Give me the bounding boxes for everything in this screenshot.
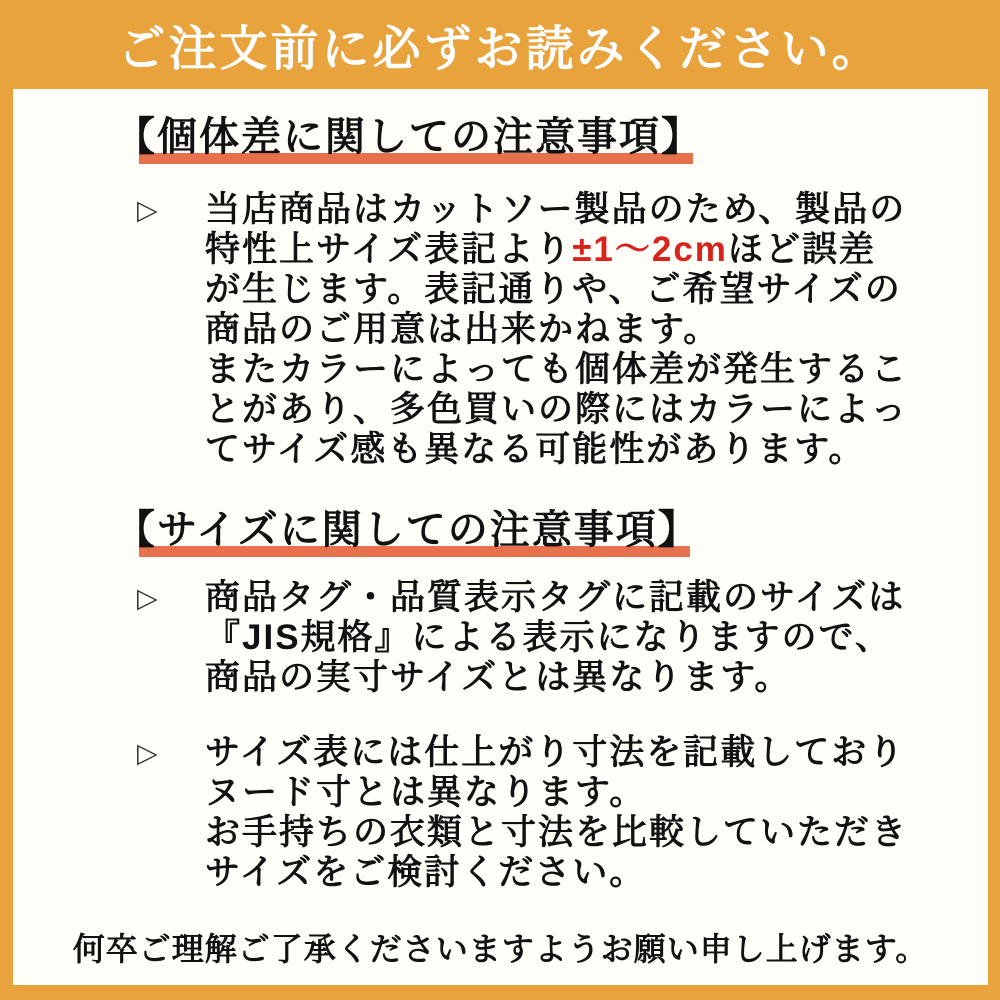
triangle-bullet-icon: ▷: [137, 195, 158, 225]
notice-bullet-tag-size: [13, 578, 988, 698]
notice-line: 当店商品はカットソー製品のため、製品の: [205, 190, 907, 229]
notice-line-suffix: ほど誤差: [727, 230, 876, 269]
notice-line: お手持ちの衣類と寸法を比較していただき: [205, 813, 909, 852]
notice-content: [13, 89, 988, 985]
notice-line: 商品タグ・品質表示タグに記載のサイズは: [205, 578, 906, 617]
notice-line: てサイズ感も異なる可能性があります。: [205, 430, 866, 469]
notice-line: 『JIS規格』による表示になりますので、: [205, 618, 892, 657]
poster-title: ご注文前に必ずお読みください。: [117, 23, 883, 76]
top-banner: [0, 0, 1000, 89]
notice-bullet-measurement: [13, 733, 988, 893]
notice-line: 商品の実寸サイズとは異なります。: [205, 658, 792, 697]
size-tolerance-highlight: ±1〜2cm: [572, 230, 728, 269]
bullet-paragraph: [205, 733, 908, 893]
bullet-paragraph: [205, 190, 908, 470]
notice-line-prefix: 特性上サイズ表記より: [205, 230, 573, 269]
notice-line: サイズをご検討ください。: [205, 853, 647, 892]
notice-line: ヌード寸とは異なります。: [205, 773, 647, 812]
notice-bullet-individual-difference: [13, 190, 988, 470]
notice-line: サイズ表には仕上がり寸法を記載しており: [205, 733, 906, 772]
notice-line: 商品のご用意は出来かねます。: [205, 310, 721, 349]
notice-line-with-highlight: [205, 230, 908, 270]
triangle-bullet-icon: ▷: [137, 583, 158, 613]
notice-line: が生じます。表記通りや、ご希望サイズの: [205, 270, 902, 309]
closing-request-line: 何卒ご理解ご了承くださいますようお願い申し上げます。: [72, 931, 929, 967]
notice-line: またカラーによっても個体差が発生するこ: [205, 350, 909, 389]
section-heading-individual-difference: 【個体差に関しての注意事項】: [115, 112, 703, 162]
notice-line: とがあり、多色買いの際にはカラーによっ: [205, 390, 909, 429]
section-heading-size: 【サイズに関しての注意事項】: [115, 505, 700, 555]
bullet-paragraph: [205, 578, 905, 698]
triangle-bullet-icon: ▷: [137, 738, 158, 768]
